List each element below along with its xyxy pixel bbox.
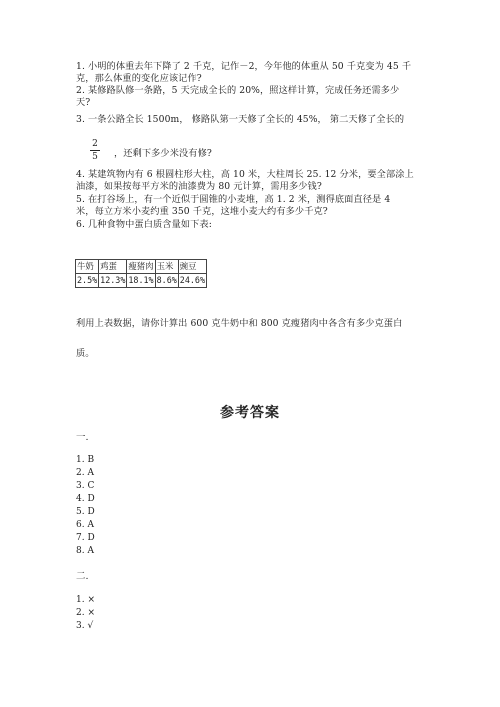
answer-item: 4. D [76, 494, 95, 504]
answer-title: 参考答案 [220, 405, 280, 421]
question-3-line-2: ，还剩下多少米没有修? [114, 148, 212, 159]
table-cell: 2.5% [76, 274, 99, 288]
fraction-bar [90, 150, 100, 151]
table-cell: 18.1% [127, 274, 155, 288]
question-6-line-1: 6. 几种食物中蛋白质含量如下表: [76, 219, 212, 230]
question-5-line-2: 米，每立方米小麦约重 350 千克，这堆小麦大约有多少千克? [76, 206, 328, 217]
question-2-line-1: 2. 某修路队修一条路，5 天完成全长的 20%，照这样计算，完成任务还需多少 [76, 85, 400, 96]
table-cell: 牛奶 [76, 260, 99, 274]
question-2-line-2: 天? [76, 97, 91, 108]
answer-item: 7. D [76, 533, 95, 543]
table-cell: 玉米 [155, 260, 178, 274]
answer-item: 2. A [76, 468, 94, 478]
followup-line-2: 质。 [76, 348, 95, 359]
answer-item: 5. D [76, 507, 95, 517]
answer-item: 1. × [76, 595, 95, 605]
answer-item: 1. B [76, 455, 95, 465]
table-value-row [76, 274, 207, 288]
answer-item: 8. A [76, 546, 94, 556]
section-2-heading: 二. [76, 571, 89, 582]
question-3-line-1: 3. 一条公路全长 1500m， 修路队第一天修了全长的 45%， 第二天修了全长的 [76, 114, 405, 125]
question-1-line-1: 1. 小明的体重去年下降了 2 千克，记作－2，今年他的体重从 50 千克变为 45 千 [76, 61, 412, 72]
table-cell: 鸡蛋 [99, 260, 127, 274]
answer-item: 6. A [76, 520, 94, 530]
answer-item: 3. √ [76, 621, 94, 631]
section-1-heading: 一. [76, 432, 89, 443]
table-header-row [76, 260, 207, 274]
fraction-two-fifths [90, 139, 100, 162]
table-cell: 瘦猪肉 [127, 260, 155, 274]
question-5-line-1: 5. 在打谷场上，有一个近似于圆锥的小麦堆，高 1. 2 米，测得底面直径是 4 [76, 194, 391, 205]
table-cell: 12.3% [99, 274, 127, 288]
table-cell: 8.6% [155, 274, 178, 288]
answer-item: 2. × [76, 608, 95, 618]
question-1-line-2: 克，那么体重的变化应该记作? [76, 73, 202, 84]
question-4-line-2: 油漆，如果按每平方米的油漆费为 80 元计算，需用多少钱? [76, 181, 322, 192]
fraction-numerator: 2 [92, 139, 98, 149]
table-cell: 豌豆 [178, 260, 206, 274]
followup-line-1: 利用上表数据，请你计算出 600 克牛奶中和 800 克瘦猪肉中各含有多少克蛋白 [76, 318, 403, 329]
fraction-denominator: 5 [92, 152, 98, 162]
answer-item: 3. C [76, 481, 95, 491]
table-cell: 24.6% [178, 274, 206, 288]
protein-table [75, 259, 207, 288]
question-4-line-1: 4. 某建筑物内有 6 根圆柱形大柱，高 10 米，大柱周长 25. 12 分米，要全部涂上 [76, 169, 414, 180]
